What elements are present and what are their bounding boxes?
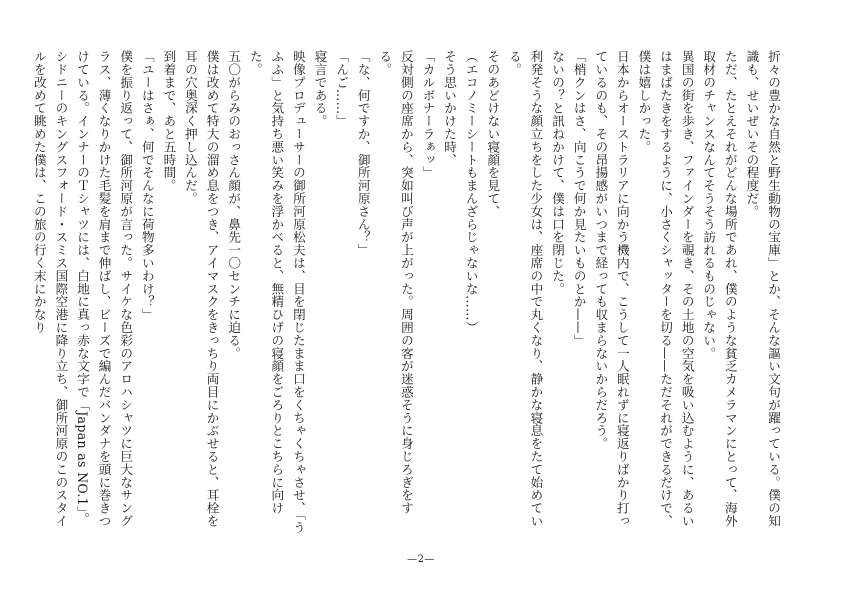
paragraph: 反対側の座席から、突如叫び声が上がった。周囲の客が迷惑そうに身じろぎをする。 [377,50,414,515]
paragraph: 五〇がらみのおっさん顔が、鼻先一〇センチに迫る。 [226,50,242,360]
paragraph: 寝言である。 [312,50,328,128]
paragraph: 「んご……」 [334,50,350,128]
paragraph: ただ、たとえそれがどんな場所であれ、僕のような貧乏カメラマンにとって、海外取材のチャンスなんてそうそう訪れるものじゃない。 [701,50,738,528]
paragraph: 僕を振り返って、御所河原が言った。サイケな色彩のアロハシャツに巨大なサングラス、薄くなりかけた毛髪を肩まで伸ばし、ビーズで編んだバンダナを頭に巻きつけている。インナーのＴシャツには、白地に真っ赤な文字で「Japan as NO.1」。 [75,50,134,528]
paragraph: 映像プロデューサーの御所河原松夫は、目を閉じたまま口をくちゃくちゃさせ、「うふふ」と気持ち悪い笑みを浮かべると、無精ひげの寝顔をごろりとこちらに向けた。 [247,50,306,534]
paragraph: 折々の豊かな自然と野生動物の宝庫」とか、そんな謳い文句が躍っている。僕の知識も、せいぜいその程度だ。 [744,50,781,528]
paragraph: 到着まで、あと五時間。 [161,50,177,192]
paragraph: （エコノミーシートもまんざらじゃないな……） [463,50,479,334]
paragraph: 利発そうな顔立ちをした少女は、座席の中で丸くなり、静かな寝息をたて始めている。 [506,50,544,528]
paragraph: ないの？と訊ねかけて、僕は口を閉じた。 [550,50,566,296]
body-text [31,50,784,535]
paragraph: 日本からオーストラリアに向かう機内で、こうして一人眠れずに寝返りばかり打っているのも、その昂揚感がいつまで経っても収まらないからだろう。 [593,50,630,528]
page-number: —2— [407,554,435,565]
paragraph: 「梢クンはさ、向こうで何か見たいものとか——」 [571,50,587,347]
paragraph: そのあどけない寝顔を見て、 [485,50,501,218]
paragraph: シドニーのキングスフォード・スミス国際空港に降り立ち、御所河原のこのスタイルを改めて眺めた僕は、この旅の行く末にかなり [31,50,69,528]
paragraph: 異国の街を歩き、ファインダーを覗き、その土地の空気を吸い込むように、あるいはまばたきをするように、小さくシャッターを切る——ただそれができるだけで、僕は嬉しかった。 [636,50,695,528]
paragraph: 「な、何ですか、御所河原さん？」 [355,50,371,257]
paragraph: 「カルボナーラぁッ」 [420,50,436,179]
paragraph: そう思いかけた時、 [442,50,458,167]
paragraph: 僕は改めて特大の溜め息をつき、アイマスクをきっちり両目にかぶせると、耳栓を耳の穴奥深く押し込んだ。 [182,50,220,528]
paragraph: 「ユーはさぁ、何でそんなに荷物多いわけ？」 [139,50,155,321]
